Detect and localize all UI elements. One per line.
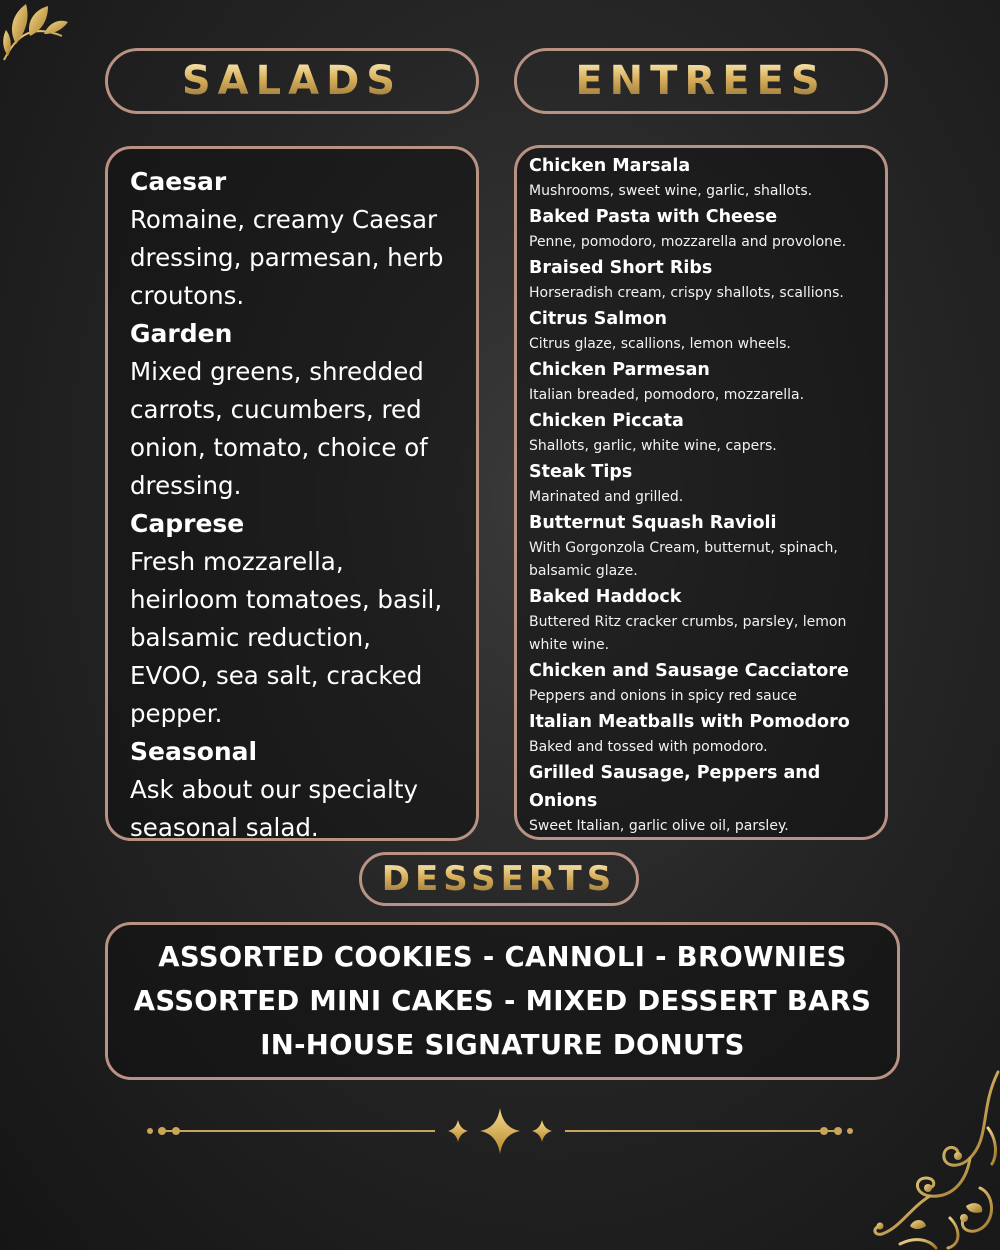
desserts-list — [105, 922, 900, 1080]
entree-item-name: Italian Meatballs with Pomodoro — [529, 712, 850, 732]
entree-item-description: Italian breaded, pomodoro, mozzarella. — [529, 387, 805, 403]
salads-title: SALADS — [181, 58, 403, 104]
sparkle-divider-icon — [140, 1102, 860, 1162]
desserts-title: DESSERTS — [381, 859, 617, 899]
entree-item-description: Citrus glaze, scallions, lemon wheels. — [529, 336, 791, 352]
salads-heading — [105, 48, 479, 114]
entree-item-description: Horseradish cream, crispy shallots, scallions. — [529, 285, 844, 301]
filigree-flourish-icon — [870, 1068, 1000, 1250]
entree-item-description: Penne, pomodoro, mozzarella and provolone. — [529, 234, 847, 250]
entree-item-description: Marinated and grilled. — [529, 489, 684, 505]
entree-item-name: Grilled Sausage, Peppers and Onions — [529, 763, 821, 811]
entree-item — [529, 356, 885, 407]
entree-item-description: Buttered Ritz cracker crumbs, parsley, lemon white wine. — [529, 614, 847, 653]
entree-item-name: Chicken Marsala — [529, 156, 691, 176]
salads-list — [105, 146, 479, 841]
entree-item — [529, 509, 885, 583]
dessert-line: ASSORTED COOKIES - CANNOLI - BROWNIES — [158, 941, 847, 973]
salad-item-description: Ask about our specialty seasonal salad. — [130, 775, 418, 842]
entree-item-name: Butternut Squash Ravioli — [529, 513, 777, 533]
salad-item-description: Fresh mozzarella, heirloom tomatoes, basil, balsamic reduction, EVOO, sea salt, cracked pepper. — [130, 547, 443, 728]
entree-item — [529, 152, 885, 203]
entree-item-description: With Gorgonzola Cream, butternut, spinach, balsamic glaze. — [529, 540, 838, 579]
salad-item — [130, 315, 476, 505]
salad-item — [130, 505, 476, 733]
entree-item — [529, 203, 885, 254]
entree-item — [529, 254, 885, 305]
entrees-list — [514, 145, 888, 840]
entree-item — [529, 458, 885, 509]
entree-item-name: Citrus Salmon — [529, 309, 667, 329]
dessert-line: ASSORTED MINI CAKES - MIXED DESSERT BARS — [133, 985, 872, 1017]
entree-item-description: Baked and tossed with pomodoro. — [529, 739, 768, 755]
salad-item-name: Caesar — [130, 167, 227, 196]
salad-item — [130, 163, 476, 315]
entree-item-name: Baked Haddock — [529, 587, 682, 607]
salad-item-name: Caprese — [130, 509, 245, 538]
entree-item — [529, 407, 885, 458]
entree-item-description: Shallots, garlic, white wine, capers. — [529, 438, 777, 454]
salad-item-description: Romaine, creamy Caesar dressing, parmesan, herb croutons. — [130, 205, 444, 310]
salad-item-name: Garden — [130, 319, 233, 348]
entree-item-description: Sweet Italian, garlic olive oil, parsley. — [529, 818, 789, 834]
entree-item-name: Chicken and Sausage Cacciatore — [529, 661, 849, 681]
salad-item-name: Seasonal — [130, 737, 258, 766]
salad-item — [130, 733, 476, 847]
entree-item — [529, 657, 885, 708]
entree-item — [529, 759, 885, 838]
entrees-heading — [514, 48, 888, 114]
gold-leaf-icon — [0, 0, 70, 66]
entree-item-name: Chicken Parmesan — [529, 360, 710, 380]
entree-item-name: Chicken Piccata — [529, 411, 684, 431]
entree-item — [529, 708, 885, 759]
entree-item-name: Steak Tips — [529, 462, 633, 482]
entree-item — [529, 583, 885, 657]
entree-item-description: Mushrooms, sweet wine, garlic, shallots. — [529, 183, 813, 199]
entree-item-description: Peppers and onions in spicy red sauce — [529, 688, 797, 704]
entree-item — [529, 305, 885, 356]
desserts-heading — [359, 852, 639, 906]
entree-item-name: Braised Short Ribs — [529, 258, 713, 278]
entree-item-name: Baked Pasta with Cheese — [529, 207, 778, 227]
entrees-title: ENTREES — [575, 58, 827, 104]
salad-item-description: Mixed greens, shredded carrots, cucumbers, red onion, tomato, choice of dressing. — [130, 357, 428, 500]
dessert-line: IN-HOUSE SIGNATURE DONUTS — [260, 1029, 745, 1061]
